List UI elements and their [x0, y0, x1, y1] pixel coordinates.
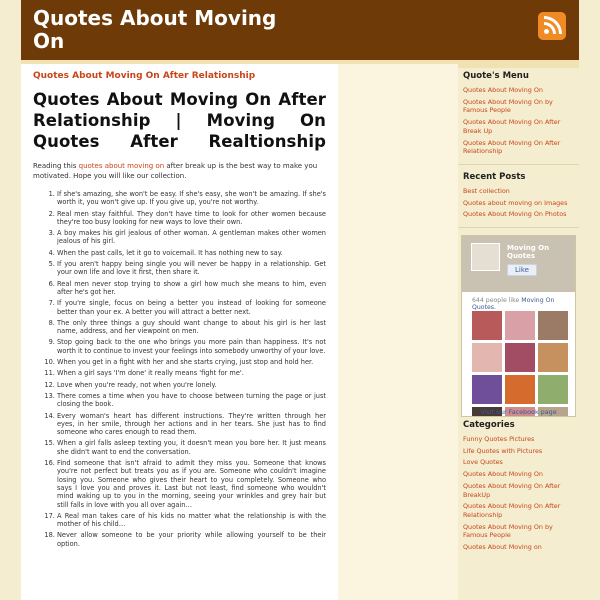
quote-item: 10. When you get in a fight with her and she starts crying, just stop and hold her.	[57, 358, 326, 366]
quote-item: 15. When a girl falls asleep texting you, it doesn't mean you bore her. It just means she didn't want to end the conversation.	[57, 439, 326, 456]
fan-avatar[interactable]	[505, 375, 535, 404]
quote-item: 17. A Real man takes care of his kids no matter what the relationship is with the mother of his child…	[57, 512, 326, 529]
quote-item: 11. When a girl says 'I'm done' it really means 'fight for me'.	[57, 369, 326, 377]
quote-item: 6. Real men never stop trying to show a girl how much she means to him, even after he's got her.	[57, 280, 326, 297]
like-button[interactable]: Like	[507, 264, 537, 276]
fan-avatar[interactable]	[472, 311, 502, 340]
facebook-widget	[461, 235, 576, 417]
fan-avatar[interactable]	[538, 311, 568, 340]
divider	[458, 164, 579, 165]
category-item[interactable]: Funny Quotes Pictures	[463, 435, 535, 444]
column-gap	[338, 64, 458, 600]
site-header	[21, 0, 579, 60]
main-content	[21, 64, 338, 600]
category-item[interactable]: Quotes About Moving on	[463, 543, 542, 552]
categories-list	[463, 435, 574, 552]
category-item[interactable]: Love Quotes	[463, 458, 503, 467]
quote-item: 7. If you're single, focus on being a better you instead of looking for someone better than your ex. A better you will attract a better next.	[57, 299, 326, 316]
fan-avatar[interactable]	[505, 311, 535, 340]
fan-avatar[interactable]	[538, 375, 568, 404]
facebook-page-name[interactable]: Moving On Quotes	[507, 244, 550, 261]
menu-item[interactable]: Quotes About Moving On After Relationship	[463, 138, 561, 156]
intro-link[interactable]: quotes about moving on	[78, 162, 165, 170]
category-item[interactable]: Life Quotes with Pictures	[463, 446, 543, 455]
intro-text-before: Reading this	[33, 162, 79, 170]
menu-item[interactable]: Quotes About Moving On After Break Up	[463, 118, 561, 135]
recent-post-item[interactable]: Quotes about moving on Images	[463, 198, 568, 207]
quote-item: 9. Stop going back to the one who brings you more pain than happiness. It's not worth it to continue to invest your feelings into somebody unworthy of your love.	[57, 338, 326, 355]
site-title[interactable]: Quotes About Moving On	[33, 6, 277, 53]
like-count-text: 644 people like	[472, 297, 520, 305]
like-count	[472, 297, 575, 311]
divider	[458, 227, 579, 228]
post-title: Quotes About Moving On After Relationship | Moving On Quotes After Realtionship	[33, 90, 326, 151]
intro-text-after: after break up is the best way to make you motivated. Hope you will like our collection.	[33, 162, 318, 180]
category-item[interactable]: Quotes About Moving On After BreakUp	[463, 481, 561, 499]
categories-heading: Categories	[463, 420, 515, 431]
breadcrumb[interactable]: Quotes About Moving On After Relationship	[33, 71, 256, 81]
quote-item: 18. Never allow someone to be your priority while allowing yourself to be their option.	[57, 531, 326, 548]
recent-posts-heading: Recent Posts	[463, 171, 526, 182]
page-thumbnail[interactable]	[471, 243, 500, 271]
facebook-header	[462, 236, 575, 292]
quote-item: 14. Every woman's heart has different instructions. They're written through her eyes, in her smile, through her actions and in her tears. She just has to find someone who cares enough to read them.	[57, 412, 326, 437]
menu-item[interactable]: Quotes About Moving On	[463, 86, 543, 94]
quote-item: 16. Find someone that isn't afraid to admit they miss you. Someone that knows you're not perfect but treats you as if you are. Someone who couldn't imagine losing you. Someone who gives their heart to you completely. Someone who says I love you and proves it. Last but not least, find someone who wouldn't mind waking up to you in the morning, seeing your wrinkles and grey hair but still falls in love with you all over again…	[57, 459, 326, 509]
visit-facebook-link[interactable]: Visit our Facebook page	[480, 408, 557, 417]
quotes-list	[33, 190, 326, 548]
rss-dot	[544, 29, 549, 34]
category-item[interactable]: Quotes About Moving On After Relationship	[463, 502, 561, 519]
fan-avatar[interactable]	[472, 375, 502, 404]
quote-item: 8. The only three things a guy should want change to about his girl is her last name, address, and her viewpoint on men.	[57, 319, 326, 336]
quote-item: 5. If you aren't happy being single you will never be happy in a relationship. Get your own life and love it first, then share it.	[57, 260, 326, 277]
quote-item: 2. Real men stay faithful. They don't have time to look for other women because they're too busy looking for new ways to love their own.	[57, 210, 326, 227]
menu-heading: Quote's Menu	[463, 71, 529, 81]
fan-avatar-grid	[472, 311, 568, 417]
recent-post-item[interactable]: Quotes About Moving On Photos	[463, 210, 567, 219]
category-item[interactable]: Quotes About Moving On	[463, 470, 543, 479]
quote-item: 13. There comes a time when you have to choose between turning the page or just closing the book.	[57, 392, 326, 409]
rss-icon[interactable]	[538, 12, 566, 40]
menu-item[interactable]: Quotes About Moving On by Famous People	[463, 97, 553, 115]
fan-avatar[interactable]	[472, 343, 502, 372]
category-item[interactable]: Quotes About Moving On by Famous People	[463, 522, 553, 540]
intro-paragraph	[33, 161, 326, 181]
menu-list	[463, 86, 574, 156]
quote-item: 1. If she's amazing, she won't be easy. If she's easy, she won't be amazing. If she's worth it, you won't give up. If you give up, you're not worthy.	[57, 190, 326, 207]
fan-avatar[interactable]	[505, 343, 535, 372]
quote-item: 12. Love when you're ready, not when you're lonely.	[57, 381, 326, 389]
quote-item: 3. A boy makes his girl jealous of other woman. A gentleman makes other women jealous of his girl.	[57, 229, 326, 246]
sidebar	[458, 64, 579, 600]
fan-avatar[interactable]	[538, 343, 568, 372]
recent-posts-list	[463, 187, 574, 219]
like-count-page-link[interactable]: Moving On Quotes.	[472, 297, 555, 312]
quote-item: 4. When the past calls, let it go to voicemail. It has nothing new to say.	[57, 249, 326, 257]
recent-post-item[interactable]: Best collection	[463, 186, 510, 195]
